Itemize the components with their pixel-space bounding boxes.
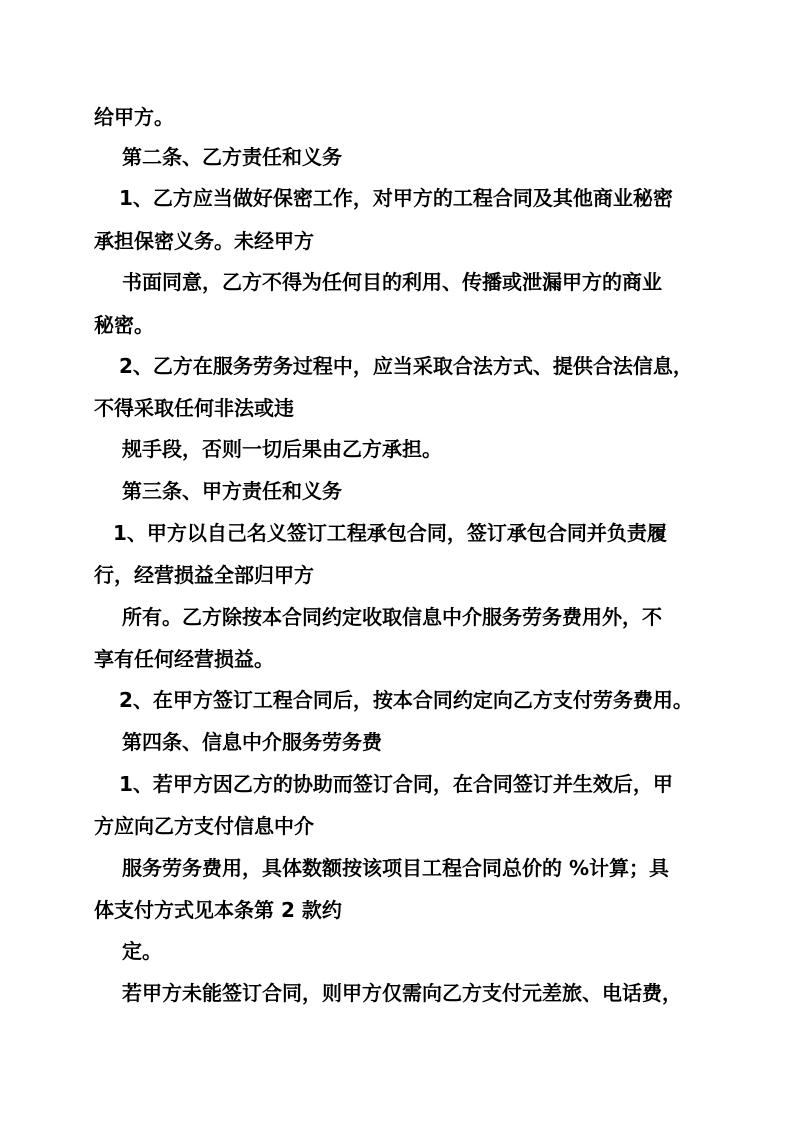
text-line: 服务劳务费用，具体数额按该项目工程合同总价的 %计算；具 xyxy=(122,856,670,880)
text-line: 秘密。 xyxy=(94,313,154,337)
text-line: 规手段，否则一切后果由乙方承担。 xyxy=(122,437,442,461)
text-line: 第四条、信息中介服务劳务费 xyxy=(122,730,382,754)
text-line: 1、若甲方因乙方的协助而签订合同，在合同签订并生效后，甲 xyxy=(119,772,673,796)
text-line: 不得采取任何非法或违 xyxy=(94,396,294,420)
text-line: 2、乙方在服务劳务过程中，应当采取合法方式、提供合法信息， xyxy=(119,354,693,378)
text-line: 定。 xyxy=(122,939,162,963)
text-line: 1、乙方应当做好保密工作，对甲方的工程合同及其他商业秘密 xyxy=(119,186,673,210)
text-line: 所有。乙方除按本合同约定收取信息中介服务劳务费用外，不 xyxy=(122,605,662,629)
text-line: 2、在甲方签订工程合同后，按本合同约定向乙方支付劳务费用。 xyxy=(119,688,693,712)
text-line: 若甲方未能签订合同，则甲方仅需向乙方支付元差旅、电话费， xyxy=(122,981,682,1005)
text-line: 行，经营损益全部归甲方 xyxy=(94,563,314,587)
text-line: 方应向乙方支付信息中介 xyxy=(94,814,314,838)
text-line: 给甲方。 xyxy=(94,105,174,129)
text-line: 承担保密义务。未经甲方 xyxy=(94,229,314,253)
text-line: 书面同意，乙方不得为任何目的利用、传播或泄漏甲方的商业 xyxy=(122,270,662,294)
text-line: 1、甲方以自己名义签订工程承包合同，签订承包合同并负责履 xyxy=(113,521,667,545)
text-line: 第三条、甲方责任和义务 xyxy=(122,479,342,503)
text-line: 第二条、乙方责任和义务 xyxy=(122,145,342,169)
text-line: 体支付方式见本条第 2 款约 xyxy=(94,898,342,922)
text-line: 享有任何经营损益。 xyxy=(94,647,274,671)
